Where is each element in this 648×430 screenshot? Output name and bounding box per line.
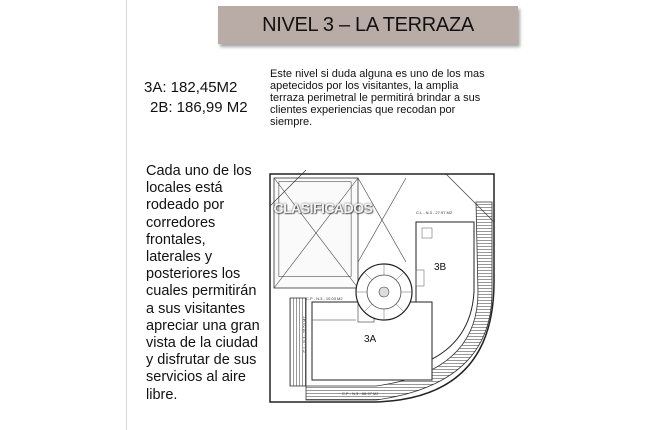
floor-plan [266, 162, 502, 410]
intro-paragraph: Este nivel si duda alguna es uno de los mas apetecidos por los visitantes, la amplia terraza perimetral le permitirá brindar a sus clientes experiencias que recodan por siempre. [270, 68, 485, 128]
room-3a-label: 3A [364, 334, 377, 345]
corridor-top-label: C.L - N.3 - 27.97 M2 [416, 210, 453, 215]
watermark-logo: CLASIFICADOS [273, 200, 373, 216]
room-3b-label: 3B [434, 262, 447, 273]
corridor-left-label: C.L - N.3 - 26.53 M2 [301, 316, 307, 353]
area-3a: 3A: 182,45M2 [144, 79, 238, 96]
corridor-bottom-label: C.F - N.3 - 68.97 M2 [342, 391, 379, 396]
page-title: NIVEL 3 – LA TERRAZA [262, 13, 474, 36]
corridor-cp-label: C.P - N.3 - 10.03 M2 [306, 296, 343, 301]
description-paragraph: Cada uno de los locales está rodeado por corredores frontales, laterales y posteriores los cuales permitirán a sus visitantes apreciar una gran vista de la ciudad y disfrutar de sus servicios al aire libre. [146, 163, 260, 403]
left-divider-line [126, 0, 127, 430]
area-2b: 2B: 186,99 M2 [150, 99, 248, 116]
title-banner [218, 6, 518, 44]
area-summary [144, 78, 264, 118]
